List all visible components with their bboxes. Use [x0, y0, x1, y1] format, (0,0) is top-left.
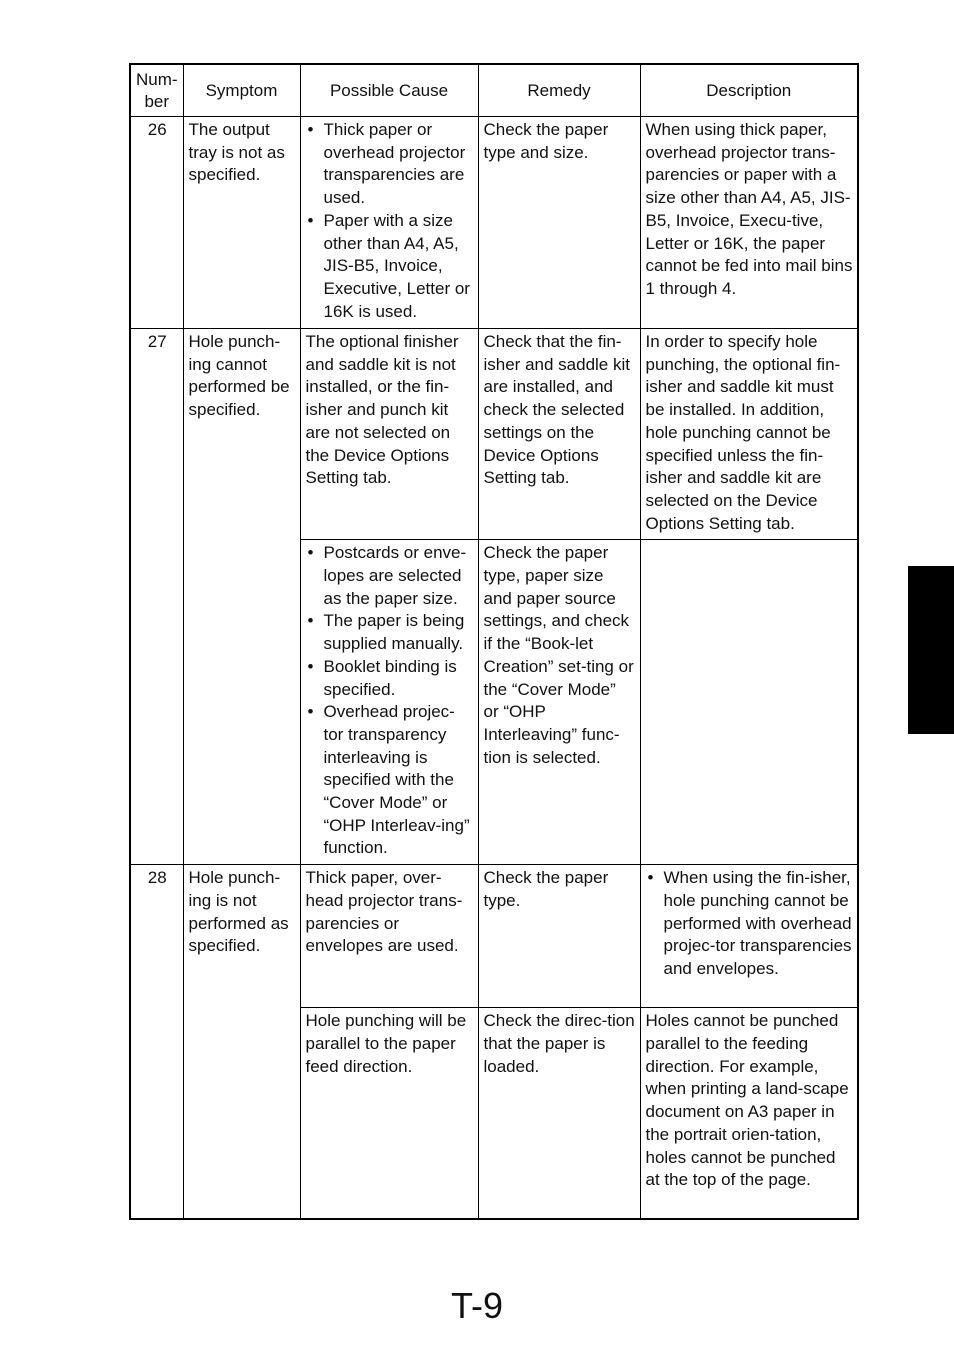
description-cell: When using thick paper, overhead projector trans-parencies or paper with a size other than A4, A5, JIS-B5, Invoice, Execu-tive, Letter or 16K, the paper cannot be fed into mail bins 1 through 4.: [640, 117, 858, 329]
remedy-cell: Check the direc-tion that the paper is loaded.: [478, 1008, 640, 1219]
header-possible-cause: Possible Cause: [300, 64, 478, 117]
remedy-cell: Check the paper type, paper size and paper source settings, and check if the “Book-let Creation” set-ting or the “Cover Mode” or “OHP Interleaving” func-tion is selected.: [478, 540, 640, 865]
remedy-cell: Check that the fin-isher and saddle kit are installed, and check the selected settings on the Device Options Setting tab.: [478, 329, 640, 540]
cause-item: • Booklet binding is specified.: [324, 656, 474, 701]
cause-cell: The optional finisher and saddle kit is not installed, or the fin-isher and punch kit are not selected on the Device Options Setting tab.: [300, 329, 478, 540]
row-number: 27: [130, 329, 183, 865]
cause-item: • The paper is being supplied manually.: [324, 610, 474, 655]
description-cell: Holes cannot be punched parallel to the feeding direction. For example, when printing a land-scape document on A3 paper in the portrait orien-tation, holes cannot be punched at the top of the page.: [640, 1008, 858, 1219]
header-description: Description: [640, 64, 858, 117]
row-number: 26: [130, 117, 183, 329]
symptom-cell: Hole punch-ing cannot performed be specified.: [183, 329, 300, 865]
cause-list: [306, 542, 474, 860]
description-cell: [640, 540, 858, 865]
remedy-cell: Check the paper type and size.: [478, 117, 640, 329]
header-symptom: Symptom: [183, 64, 300, 117]
header-number: Num- ber: [130, 64, 183, 117]
cause-cell: [300, 540, 478, 865]
header-remedy: Remedy: [478, 64, 640, 117]
table-row: [130, 117, 858, 329]
cause-item: • Paper with a size other than A4, A5, JIS-B5, Invoice, Executive, Letter or 16K is used.: [324, 210, 474, 324]
table-row: [130, 329, 858, 540]
table-row: [130, 865, 858, 1008]
cause-cell: [300, 117, 478, 329]
remedy-cell: Check the paper type.: [478, 865, 640, 1008]
cause-item: • Thick paper or overhead projector transparencies are used.: [324, 119, 474, 210]
cause-item: • Overhead projec-tor transparency interleaving is specified with the “Cover Mode” or “OHP Interleav-ing” function.: [324, 701, 474, 860]
symptom-cell: Hole punch-ing is not performed as specified.: [183, 865, 300, 1219]
page-number: T-9: [450, 1285, 503, 1326]
cause-cell: Hole punching will be parallel to the paper feed direction.: [300, 1008, 478, 1219]
troubleshooting-table: [129, 63, 859, 1220]
cause-cell: Thick paper, over-head projector trans-parencies or envelopes are used.: [300, 865, 478, 1008]
header-row: [130, 64, 858, 117]
section-edge-tab: [908, 566, 954, 734]
cause-item: • Postcards or enve-lopes are selected as the paper size.: [324, 542, 474, 610]
description-list: [646, 867, 854, 981]
row-number: 28: [130, 865, 183, 1219]
description-cell: [640, 865, 858, 1008]
description-item: • When using the fin-isher, hole punching cannot be performed with overhead projec-tor transparencies and envelopes.: [664, 867, 854, 981]
symptom-cell: The output tray is not as specified.: [183, 117, 300, 329]
description-cell: In order to specify hole punching, the optional fin-isher and saddle kit must be installed. In addition, hole punching cannot be specified unless the fin-isher and saddle kit are selected on the Device Options Setting tab.: [640, 329, 858, 540]
cause-list: [306, 119, 474, 323]
